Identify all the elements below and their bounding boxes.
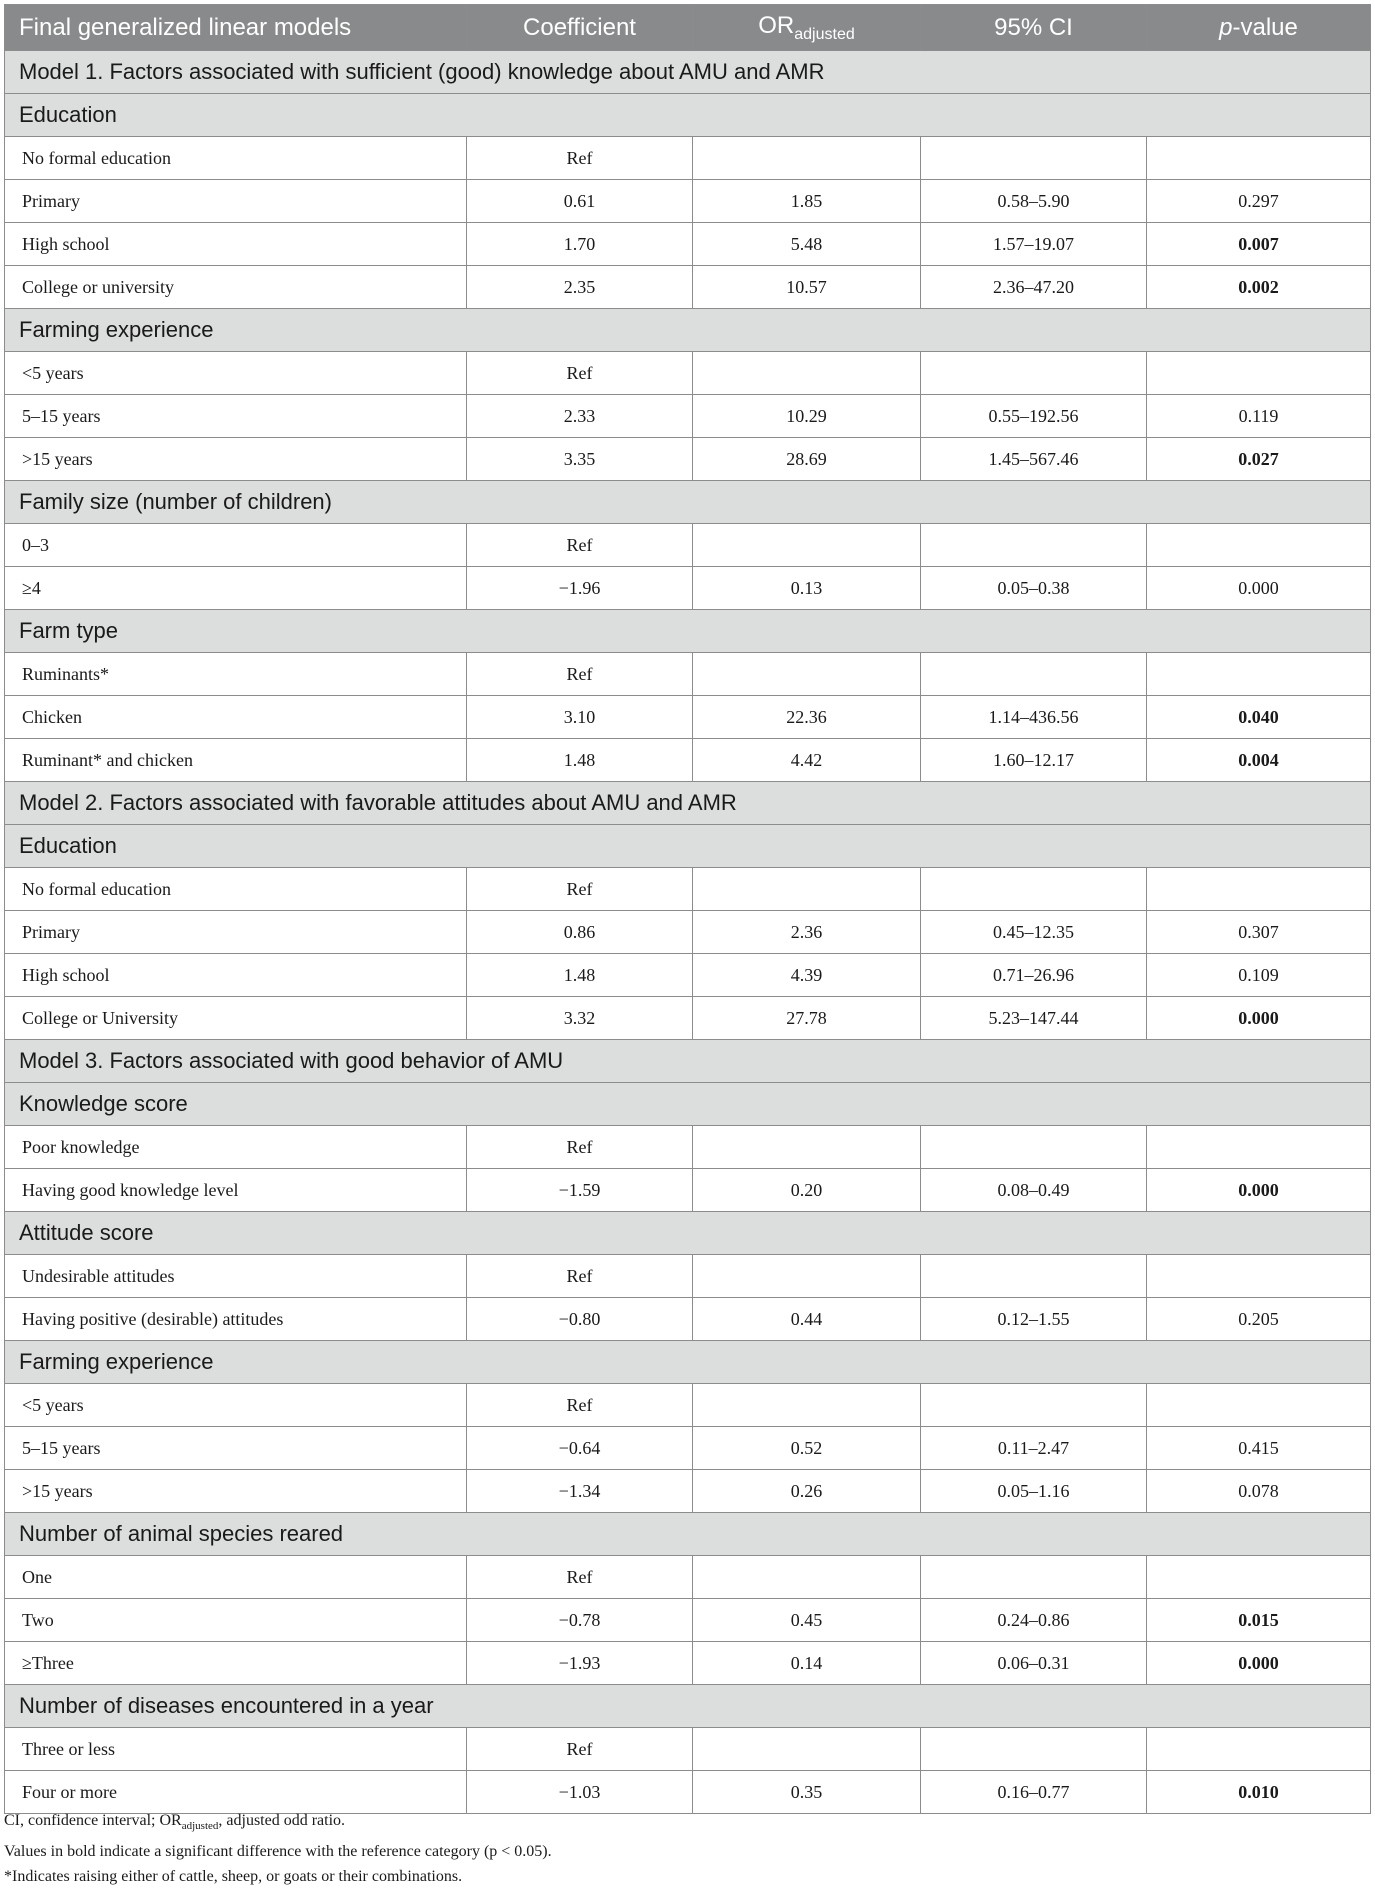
table-row bbox=[5, 653, 1371, 696]
p-value-cell bbox=[1147, 868, 1371, 911]
table-row bbox=[5, 1384, 1371, 1427]
table-row bbox=[5, 1599, 1371, 1642]
p-value-cell: 0.027 bbox=[1147, 438, 1371, 481]
coefficient-cell: 1.70 bbox=[467, 223, 693, 266]
table-row bbox=[5, 696, 1371, 739]
variable-group-row bbox=[5, 1513, 1371, 1556]
row-label: One bbox=[5, 1556, 467, 1599]
ci-cell: 0.05–1.16 bbox=[921, 1470, 1147, 1513]
or-adjusted-cell: 0.26 bbox=[693, 1470, 921, 1513]
ci-cell bbox=[921, 524, 1147, 567]
coefficient-cell: 3.10 bbox=[467, 696, 693, 739]
table-row bbox=[5, 223, 1371, 266]
variable-group-row bbox=[5, 309, 1371, 352]
ci-cell bbox=[921, 1255, 1147, 1298]
model-section-title: Model 3. Factors associated with good behavior of AMU bbox=[5, 1040, 1371, 1083]
or-adjusted-cell: 4.42 bbox=[693, 739, 921, 782]
or-adjusted-cell bbox=[693, 352, 921, 395]
row-label: 5–15 years bbox=[5, 395, 467, 438]
or-adjusted-cell: 0.20 bbox=[693, 1169, 921, 1212]
coefficient-cell: −1.93 bbox=[467, 1642, 693, 1685]
variable-group-row bbox=[5, 610, 1371, 653]
table-row bbox=[5, 352, 1371, 395]
coefficient-cell: Ref bbox=[467, 352, 693, 395]
table-row bbox=[5, 524, 1371, 567]
variable-group-title: Farming experience bbox=[5, 309, 1371, 352]
coefficient-cell: Ref bbox=[467, 653, 693, 696]
coefficient-cell: Ref bbox=[467, 1126, 693, 1169]
or-adjusted-cell: 0.35 bbox=[693, 1771, 921, 1814]
row-label: No formal education bbox=[5, 868, 467, 911]
p-value-cell: 0.205 bbox=[1147, 1298, 1371, 1341]
p-value-cell: 0.007 bbox=[1147, 223, 1371, 266]
or-adjusted-cell: 2.36 bbox=[693, 911, 921, 954]
ci-cell: 0.08–0.49 bbox=[921, 1169, 1147, 1212]
variable-group-title: Farming experience bbox=[5, 1341, 1371, 1384]
variable-group-title: Number of animal species reared bbox=[5, 1513, 1371, 1556]
ci-cell: 0.45–12.35 bbox=[921, 911, 1147, 954]
table-row bbox=[5, 954, 1371, 997]
table-row bbox=[5, 180, 1371, 223]
p-value-cell bbox=[1147, 1384, 1371, 1427]
variable-group-row bbox=[5, 1685, 1371, 1728]
row-label: Undesirable attitudes bbox=[5, 1255, 467, 1298]
p-value-cell bbox=[1147, 1728, 1371, 1771]
row-label: Poor knowledge bbox=[5, 1126, 467, 1169]
table-row bbox=[5, 1126, 1371, 1169]
or-adjusted-cell bbox=[693, 1255, 921, 1298]
table-row bbox=[5, 997, 1371, 1040]
ci-cell: 0.11–2.47 bbox=[921, 1427, 1147, 1470]
row-label: <5 years bbox=[5, 352, 467, 395]
row-label: High school bbox=[5, 954, 467, 997]
or-adjusted-cell: 0.52 bbox=[693, 1427, 921, 1470]
p-value-cell bbox=[1147, 137, 1371, 180]
table-row bbox=[5, 1298, 1371, 1341]
footnote-ruminant-note: *Indicates raising either of cattle, sheep, or goats or their combinations. bbox=[4, 1868, 463, 1886]
or-adjusted-cell: 10.29 bbox=[693, 395, 921, 438]
table-row bbox=[5, 1470, 1371, 1513]
coefficient-cell: 0.86 bbox=[467, 911, 693, 954]
variable-group-title: Education bbox=[5, 94, 1371, 137]
table-body bbox=[5, 51, 1371, 1814]
or-adjusted-cell: 0.44 bbox=[693, 1298, 921, 1341]
or-adjusted-cell: 0.45 bbox=[693, 1599, 921, 1642]
table-row bbox=[5, 739, 1371, 782]
p-value-cell: 0.000 bbox=[1147, 567, 1371, 610]
or-adjusted-cell bbox=[693, 653, 921, 696]
row-label: ≥Three bbox=[5, 1642, 467, 1685]
ci-cell: 0.05–0.38 bbox=[921, 567, 1147, 610]
coefficient-cell: −1.03 bbox=[467, 1771, 693, 1814]
coefficient-cell: 1.48 bbox=[467, 739, 693, 782]
p-value-cell bbox=[1147, 1556, 1371, 1599]
table-row bbox=[5, 1427, 1371, 1470]
variable-group-row bbox=[5, 825, 1371, 868]
row-label: Three or less bbox=[5, 1728, 467, 1771]
coefficient-cell: Ref bbox=[467, 524, 693, 567]
ci-cell bbox=[921, 868, 1147, 911]
row-label: Chicken bbox=[5, 696, 467, 739]
ci-cell bbox=[921, 1126, 1147, 1169]
ci-cell: 1.14–436.56 bbox=[921, 696, 1147, 739]
footnote-or-text: , adjusted odd ratio. bbox=[218, 1812, 346, 1829]
footnote-bold-note: Values in bold indicate a significant difference with the reference category (p < 0.05). bbox=[4, 1843, 552, 1861]
variable-group-title: Attitude score bbox=[5, 1212, 1371, 1255]
row-label: 0–3 bbox=[5, 524, 467, 567]
coefficient-cell: Ref bbox=[467, 868, 693, 911]
coefficient-cell: Ref bbox=[467, 1384, 693, 1427]
p-value-cell: 0.015 bbox=[1147, 1599, 1371, 1642]
header-models: Final generalized linear models bbox=[5, 5, 467, 51]
footnote-abbreviations bbox=[4, 1808, 1370, 1839]
coefficient-cell: 3.35 bbox=[467, 438, 693, 481]
coefficient-cell: Ref bbox=[467, 137, 693, 180]
ci-cell: 1.57–19.07 bbox=[921, 223, 1147, 266]
table-row bbox=[5, 911, 1371, 954]
table-row bbox=[5, 395, 1371, 438]
ci-cell bbox=[921, 352, 1147, 395]
variable-group-title: Farm type bbox=[5, 610, 1371, 653]
ci-cell: 1.45–567.46 bbox=[921, 438, 1147, 481]
coefficient-cell: Ref bbox=[467, 1556, 693, 1599]
p-value-cell: 0.307 bbox=[1147, 911, 1371, 954]
p-value-cell bbox=[1147, 1255, 1371, 1298]
p-value-cell bbox=[1147, 1126, 1371, 1169]
row-label: 5–15 years bbox=[5, 1427, 467, 1470]
or-adjusted-cell: 22.36 bbox=[693, 696, 921, 739]
p-value-cell: 0.078 bbox=[1147, 1470, 1371, 1513]
p-value-cell: 0.002 bbox=[1147, 266, 1371, 309]
header-ci: 95% CI bbox=[921, 5, 1147, 51]
row-label: >15 years bbox=[5, 438, 467, 481]
or-adjusted-cell bbox=[693, 137, 921, 180]
table-row bbox=[5, 567, 1371, 610]
ci-cell: 0.71–26.96 bbox=[921, 954, 1147, 997]
ci-cell: 0.06–0.31 bbox=[921, 1642, 1147, 1685]
coefficient-cell: Ref bbox=[467, 1255, 693, 1298]
header-coefficient: Coefficient bbox=[467, 5, 693, 51]
ci-cell: 0.58–5.90 bbox=[921, 180, 1147, 223]
row-label: ≥4 bbox=[5, 567, 467, 610]
row-label: <5 years bbox=[5, 1384, 467, 1427]
row-label: Primary bbox=[5, 180, 467, 223]
ci-cell: 1.60–12.17 bbox=[921, 739, 1147, 782]
or-adjusted-cell: 5.48 bbox=[693, 223, 921, 266]
table-row bbox=[5, 1255, 1371, 1298]
row-label: >15 years bbox=[5, 1470, 467, 1513]
table-row bbox=[5, 1642, 1371, 1685]
ci-cell bbox=[921, 137, 1147, 180]
ci-cell: 0.24–0.86 bbox=[921, 1599, 1147, 1642]
p-value-cell: 0.000 bbox=[1147, 997, 1371, 1040]
p-value-cell: 0.119 bbox=[1147, 395, 1371, 438]
ci-cell: 0.55–192.56 bbox=[921, 395, 1147, 438]
p-value-cell: 0.000 bbox=[1147, 1169, 1371, 1212]
coefficient-cell: −1.59 bbox=[467, 1169, 693, 1212]
coefficient-cell: 2.33 bbox=[467, 395, 693, 438]
p-value-cell bbox=[1147, 524, 1371, 567]
model-section-title: Model 2. Factors associated with favorable attitudes about AMU and AMR bbox=[5, 782, 1371, 825]
table-header-row bbox=[5, 5, 1371, 51]
variable-group-title: Education bbox=[5, 825, 1371, 868]
p-value-cell: 0.109 bbox=[1147, 954, 1371, 997]
footnote-ci-text: CI, confidence interval; OR bbox=[4, 1812, 182, 1829]
ci-cell bbox=[921, 1556, 1147, 1599]
model-section-row bbox=[5, 782, 1371, 825]
footnote-or-sub: adjusted bbox=[181, 1820, 219, 1833]
variable-group-title: Family size (number of children) bbox=[5, 481, 1371, 524]
row-label: Two bbox=[5, 1599, 467, 1642]
glm-results-table bbox=[4, 4, 1371, 1814]
header-p-italic: p bbox=[1219, 13, 1233, 41]
coefficient-cell: 0.61 bbox=[467, 180, 693, 223]
model-section-row bbox=[5, 51, 1371, 94]
table-row bbox=[5, 137, 1371, 180]
table-row bbox=[5, 266, 1371, 309]
header-p-rest: -value bbox=[1232, 13, 1298, 41]
or-adjusted-cell bbox=[693, 524, 921, 567]
coefficient-cell: 2.35 bbox=[467, 266, 693, 309]
or-adjusted-cell bbox=[693, 1728, 921, 1771]
ci-cell bbox=[921, 653, 1147, 696]
or-adjusted-cell: 10.57 bbox=[693, 266, 921, 309]
variable-group-title: Number of diseases encountered in a year bbox=[5, 1685, 1371, 1728]
row-label: High school bbox=[5, 223, 467, 266]
header-or-adjusted bbox=[693, 5, 921, 51]
ci-cell: 0.12–1.55 bbox=[921, 1298, 1147, 1341]
header-or-main: OR bbox=[758, 11, 795, 39]
p-value-cell: 0.040 bbox=[1147, 696, 1371, 739]
coefficient-cell: 3.32 bbox=[467, 997, 693, 1040]
or-adjusted-cell: 0.13 bbox=[693, 567, 921, 610]
or-adjusted-cell bbox=[693, 1556, 921, 1599]
table-row bbox=[5, 1556, 1371, 1599]
coefficient-cell: −1.34 bbox=[467, 1470, 693, 1513]
ci-cell: 5.23–147.44 bbox=[921, 997, 1147, 1040]
or-adjusted-cell bbox=[693, 868, 921, 911]
variable-group-row bbox=[5, 94, 1371, 137]
variable-group-title: Knowledge score bbox=[5, 1083, 1371, 1126]
row-label: No formal education bbox=[5, 137, 467, 180]
table-row bbox=[5, 1169, 1371, 1212]
row-label: Having good knowledge level bbox=[5, 1169, 467, 1212]
or-adjusted-cell: 28.69 bbox=[693, 438, 921, 481]
row-label: Four or more bbox=[5, 1771, 467, 1814]
p-value-cell: 0.415 bbox=[1147, 1427, 1371, 1470]
variable-group-row bbox=[5, 481, 1371, 524]
variable-group-row bbox=[5, 1341, 1371, 1384]
table-row bbox=[5, 1728, 1371, 1771]
row-label: College or University bbox=[5, 997, 467, 1040]
or-adjusted-cell: 4.39 bbox=[693, 954, 921, 997]
model-section-row bbox=[5, 1040, 1371, 1083]
coefficient-cell: −0.80 bbox=[467, 1298, 693, 1341]
ci-cell: 0.16–0.77 bbox=[921, 1771, 1147, 1814]
or-adjusted-cell bbox=[693, 1126, 921, 1169]
coefficient-cell: 1.48 bbox=[467, 954, 693, 997]
p-value-cell: 0.000 bbox=[1147, 1642, 1371, 1685]
p-value-cell: 0.010 bbox=[1147, 1771, 1371, 1814]
results-table-container bbox=[4, 4, 1370, 1814]
ci-cell bbox=[921, 1384, 1147, 1427]
coefficient-cell: −0.78 bbox=[467, 1599, 693, 1642]
row-label: Ruminants* bbox=[5, 653, 467, 696]
model-section-title: Model 1. Factors associated with sufficient (good) knowledge about AMU and AMR bbox=[5, 51, 1371, 94]
p-value-cell bbox=[1147, 352, 1371, 395]
p-value-cell bbox=[1147, 653, 1371, 696]
row-label: Ruminant* and chicken bbox=[5, 739, 467, 782]
variable-group-row bbox=[5, 1083, 1371, 1126]
p-value-cell: 0.297 bbox=[1147, 180, 1371, 223]
row-label: College or university bbox=[5, 266, 467, 309]
table-footnotes bbox=[4, 1808, 1370, 1889]
coefficient-cell: −0.64 bbox=[467, 1427, 693, 1470]
table-row bbox=[5, 868, 1371, 911]
or-adjusted-cell: 27.78 bbox=[693, 997, 921, 1040]
row-label: Having positive (desirable) attitudes bbox=[5, 1298, 467, 1341]
header-or-sub: adjusted bbox=[794, 25, 855, 43]
coefficient-cell: −1.96 bbox=[467, 567, 693, 610]
or-adjusted-cell: 0.14 bbox=[693, 1642, 921, 1685]
row-label: Primary bbox=[5, 911, 467, 954]
or-adjusted-cell bbox=[693, 1384, 921, 1427]
ci-cell bbox=[921, 1728, 1147, 1771]
coefficient-cell: Ref bbox=[467, 1728, 693, 1771]
ci-cell: 2.36–47.20 bbox=[921, 266, 1147, 309]
p-value-cell: 0.004 bbox=[1147, 739, 1371, 782]
table-row bbox=[5, 438, 1371, 481]
or-adjusted-cell: 1.85 bbox=[693, 180, 921, 223]
header-p-value bbox=[1147, 5, 1371, 51]
variable-group-row bbox=[5, 1212, 1371, 1255]
